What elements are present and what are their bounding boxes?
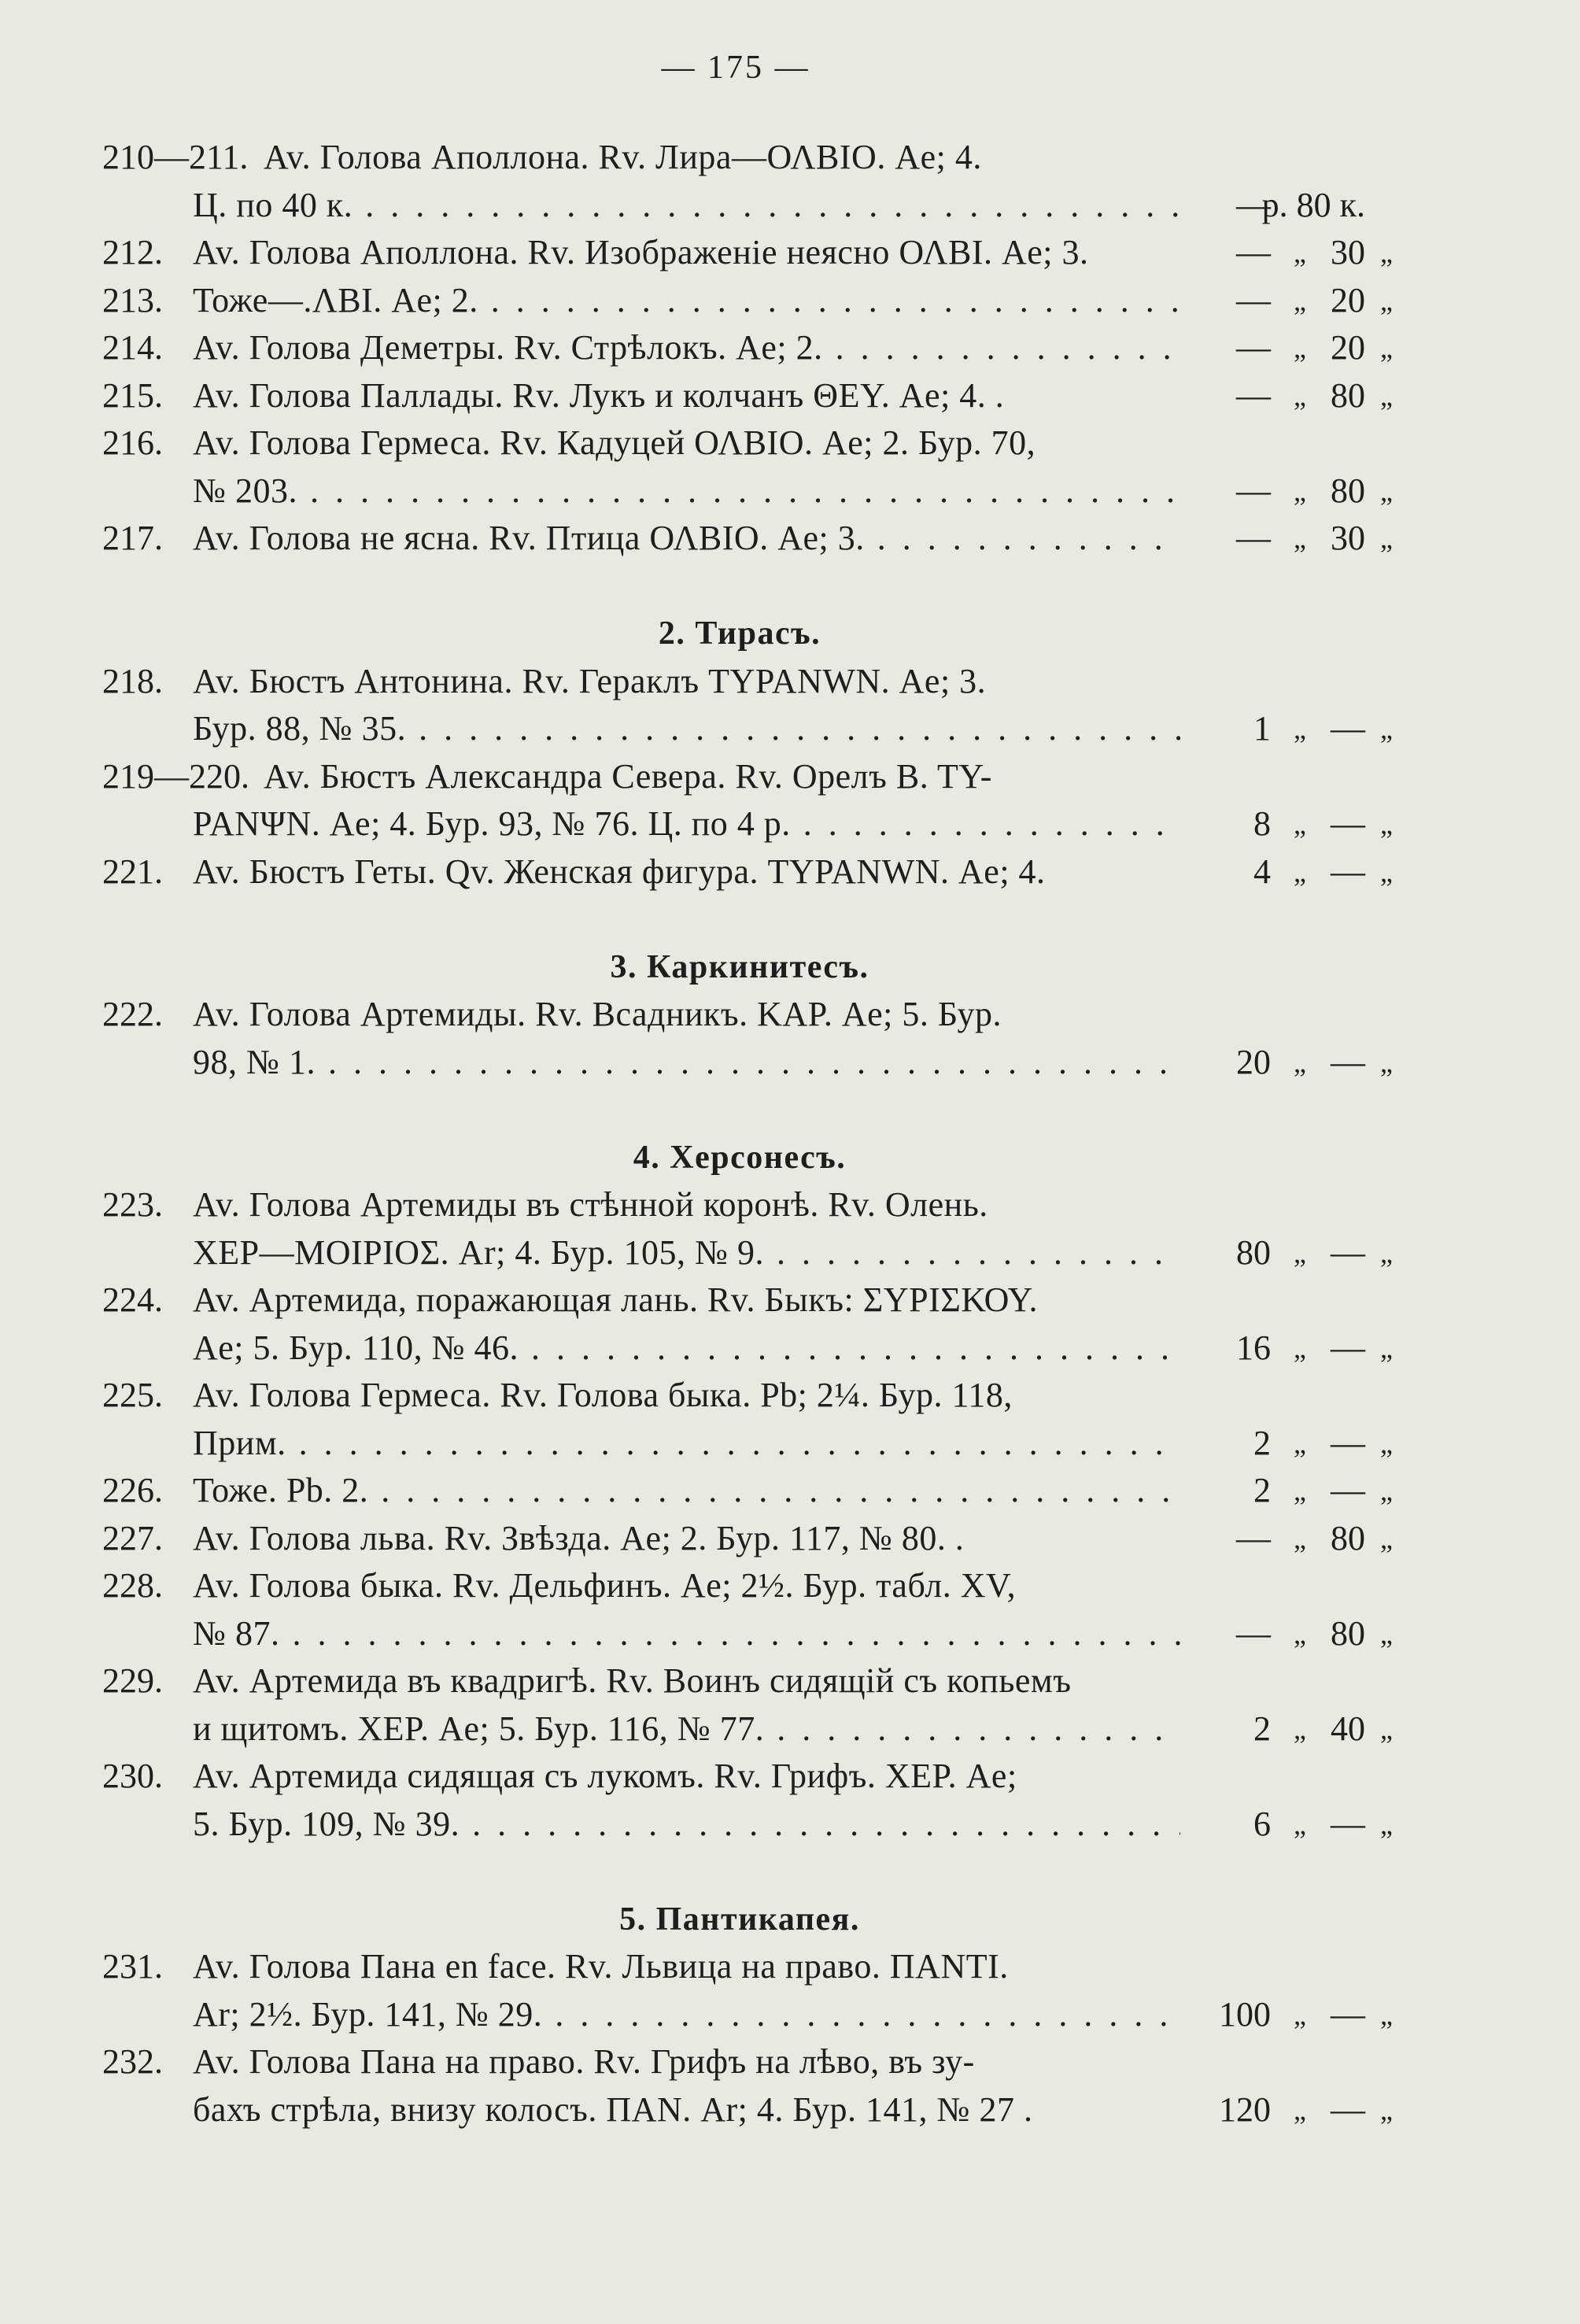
entry-text: Av. Голова Гермеса. Rv. Голова быка. Pb; 2¼. Бур. 118,: [193, 1376, 1013, 1414]
catalogue-line: [102, 1467, 1393, 1515]
entry-text: Av. Голова Пана на право. Rv. Грифъ на лѣво, въ зу-: [193, 2042, 975, 2081]
catalogue-line: [102, 705, 1393, 753]
entry-number: 228.: [102, 1566, 163, 1605]
price-part: 80: [1236, 1232, 1271, 1272]
price-part: 4: [1253, 852, 1271, 891]
price-part: —: [1331, 1994, 1365, 2034]
catalogue-line: [102, 991, 1377, 1039]
entry-text: Av. Артемида въ квадригѣ. Rv. Воинъ сидящій съ копьемъ: [193, 1661, 1072, 1700]
price-part: „: [1294, 1808, 1306, 1840]
price-part: —: [1236, 280, 1271, 320]
catalogue-line: [102, 1229, 1393, 1277]
entry-price: [1180, 1325, 1393, 1373]
price-part: „: [1294, 855, 1306, 888]
price-part: „: [1294, 237, 1306, 268]
catalogue-line: [102, 1753, 1377, 1801]
entry-number: 210—211.: [102, 138, 249, 176]
entry-number: 230.: [102, 1757, 163, 1795]
price-part: 120: [1219, 2089, 1271, 2129]
entry-text: Тоже—.ΛΒΙ. Ae; 2. . . .: [193, 277, 1180, 325]
entry-number: 219—220.: [102, 756, 249, 796]
entry-text: Av. Бюстъ Антонина. Rv. Гераклъ ΤΥΡΑΝWΝ. Ae; 3.: [193, 661, 987, 700]
price-part: —: [1236, 375, 1271, 415]
entry-price: [1180, 1801, 1393, 1849]
catalogue-line: [102, 1943, 1377, 1991]
price-part: 8: [1253, 804, 1271, 843]
entry-price: [1180, 1610, 1393, 1658]
price-part: 80: [1331, 471, 1365, 510]
entry-price: [1180, 1039, 1393, 1087]
catalogue-line: [102, 419, 1377, 467]
catalogue-line: [102, 753, 1377, 801]
entry-text: Прим. . . .: [193, 1420, 1180, 1468]
entry-number: 223.: [102, 1185, 163, 1224]
section-spacer: [102, 896, 1377, 944]
price-part: —: [1236, 1613, 1271, 1653]
price-part: 1: [1253, 709, 1271, 748]
entry-price: [1180, 1705, 1393, 1753]
price-part: „: [1294, 808, 1306, 840]
entry-text: ΡΑΝΨΝ. Ae; 4. Бур. 93, № 76. Ц. по 4 р. . . .: [193, 800, 1180, 848]
catalogue-line: [102, 1801, 1393, 1849]
price-part: „: [1380, 713, 1393, 744]
price-part: „: [1294, 284, 1306, 316]
entry-price: [1180, 277, 1393, 325]
section-heading: 2. Тирасъ.: [658, 615, 821, 652]
entry-price: [1180, 229, 1393, 277]
price-part: 16: [1236, 1328, 1271, 1367]
section-heading: 3. Каркинитесъ.: [610, 948, 869, 985]
price-part: „: [1380, 1332, 1393, 1364]
price-part: —: [1331, 804, 1365, 843]
price-part: —: [1331, 852, 1365, 891]
entry-text: № 87. . . .: [193, 1610, 1180, 1658]
entry-number: 216.: [102, 423, 163, 462]
price-part: „: [1380, 1475, 1393, 1506]
entry-text: Av. Голова Пана en face. Rv. Львица на право. ΠΑΝΤΙ.: [193, 1947, 1009, 1986]
price-part: „: [1380, 2093, 1393, 2126]
entry-price: [1180, 1229, 1393, 1277]
price-part: „: [1294, 523, 1306, 554]
price-part: „: [1380, 379, 1393, 412]
entry-text: ΧΕΡ—ΜΟΙΡΙΟΣ. Ar; 4. Бур. 105, № 9. . . .: [193, 1229, 1180, 1277]
price-part: „: [1294, 379, 1306, 412]
entry-text: Бур. 88, № 35. . . .: [193, 705, 1180, 753]
price-part: „: [1380, 284, 1393, 316]
entry-number: 213.: [102, 280, 163, 320]
catalogue-line: [102, 848, 1393, 896]
price-part: —: [1236, 519, 1271, 557]
entry-number: 221.: [102, 852, 163, 891]
entry-number: 224.: [102, 1280, 163, 1319]
price-part: 20: [1331, 328, 1365, 367]
catalogue-line: [102, 324, 1393, 372]
price-part: „: [1294, 1427, 1306, 1459]
price-part: —: [1236, 185, 1271, 224]
section-heading: 4. Херсонесъ.: [633, 1139, 847, 1176]
price-part: 2: [1253, 1471, 1271, 1509]
catalogue-line: [102, 515, 1393, 563]
entry-text: Av. Голова Деметры. Rv. Стрѣлокъ. Ae; 2. . . .: [193, 324, 1180, 372]
section-spacer: [102, 1086, 1377, 1134]
price-part: „: [1294, 1998, 1306, 2030]
catalogue-line: [102, 1657, 1377, 1705]
price-part: 20: [1236, 1042, 1271, 1081]
entry-price: [1180, 2086, 1393, 2134]
entry-text: Av. Голова не ясна. Rv. Птица ΟΛΒΙΟ. Ae; 3. . . .: [193, 515, 1180, 563]
entry-text: Ae; 5. Бур. 110, № 46. . . .: [193, 1325, 1180, 1373]
catalogue-line: [102, 372, 1393, 420]
entry-price: [1180, 848, 1393, 896]
price-part: —: [1236, 233, 1271, 272]
price-part: „: [1294, 1046, 1306, 1078]
price-part: 2: [1253, 1423, 1271, 1462]
catalogue-line: [102, 467, 1393, 515]
entry-text: Av. Голова Паллады. Rv. Лукъ и колчанъ ΘΕΥ. Ae; 4. .: [193, 375, 1005, 415]
price-part: „: [1380, 1617, 1393, 1650]
page-number: — 175 —: [661, 50, 810, 86]
entry-price: [1180, 182, 1393, 230]
price-part: „: [1380, 332, 1393, 364]
catalogue-line: [102, 800, 1393, 848]
price-part: 30: [1331, 519, 1365, 557]
entry-price: [1180, 372, 1393, 420]
entry-text: Av. Бюстъ Александра Севера. Rv. Орелъ Β. ΤΥ-: [264, 756, 992, 796]
price-part: „: [1380, 237, 1393, 268]
coin-catalogue: [102, 134, 1393, 2134]
entry-number: 232.: [102, 2042, 163, 2081]
entry-price: [1180, 515, 1393, 563]
price-part: —: [1331, 1804, 1365, 1843]
price-part: „: [1380, 1713, 1393, 1745]
catalogue-line: [102, 182, 1377, 230]
entry-text: Av. Голова льва. Rv. Звѣзда. Ae; 2. Бур. 117, № 80. .: [193, 1518, 965, 1557]
entry-price: [1180, 324, 1393, 372]
catalogue-line: [102, 658, 1377, 706]
catalogue-line: [102, 1562, 1377, 1610]
price-part: „: [1380, 1808, 1393, 1840]
entry-text: бахъ стрѣла, внизу колосъ. ΠΑΝ. Ar; 4. Бур. 141, № 27 .: [193, 2089, 1033, 2129]
entry-text: Av. Голова Аполлона. Rv. Изображеніе неясно ΟΛΒΙ. Ae; 3.: [193, 233, 1089, 272]
entry-text: Av. Бюстъ Геты. Qv. Женская фигура. ΤΥΡΑΝWΝ. Ae; 4.: [193, 852, 1046, 891]
price-part: „: [1380, 1427, 1393, 1459]
entry-price: [1180, 467, 1393, 515]
catalogue-line: [102, 1420, 1393, 1468]
price-part: —: [1331, 1471, 1365, 1509]
catalogue-line: [102, 2086, 1393, 2134]
entry-text: Av. Голова Гермеса. Rv. Кадуцей ΟΛΒΙΟ. Ae; 2. Бур. 70,: [193, 423, 1036, 462]
entry-text: и щитомъ. ΧΕΡ. Ae; 5. Бур. 116, № 77. . . .: [193, 1705, 1180, 1753]
entry-price: [1180, 1991, 1393, 2039]
entry-number: 218.: [102, 661, 163, 700]
entry-number: 212.: [102, 233, 163, 272]
price-part: 6: [1253, 1804, 1271, 1843]
section-heading: 5. Пантикапея.: [619, 1901, 860, 1938]
entry-number: 217.: [102, 519, 163, 557]
entry-number: 227.: [102, 1518, 163, 1557]
catalogue-line: [102, 1325, 1393, 1373]
entry-number: 214.: [102, 328, 163, 367]
price-part: „: [1294, 713, 1306, 744]
entry-text: Av. Артемида сидящая съ лукомъ. Rv. Грифъ. ΧΕΡ. Ae;: [193, 1757, 1017, 1795]
entry-text: 98, № 1. . . .: [193, 1039, 1180, 1087]
price-part: —: [1331, 2089, 1365, 2129]
price-part: „: [1380, 1998, 1393, 2030]
price-part: „: [1380, 1236, 1393, 1269]
price-part: „: [1380, 855, 1393, 888]
catalogue-line: [102, 1039, 1393, 1087]
price-part: „: [1294, 1713, 1306, 1745]
catalogue-line: [102, 2038, 1377, 2086]
catalogue-line: [102, 1515, 1393, 1563]
price-part: 30: [1331, 233, 1365, 272]
price-part: 80: [1331, 1613, 1365, 1653]
entry-text: 5. Бур. 109, № 39. . . .: [193, 1801, 1180, 1849]
price-part: „: [1294, 2093, 1306, 2126]
section-spacer: [102, 1848, 1377, 1896]
catalogue-line: [102, 1705, 1393, 1753]
entry-price: [1180, 705, 1393, 753]
entry-price: [1180, 800, 1393, 848]
price-part: —: [1331, 1328, 1365, 1367]
catalogue-line: [102, 134, 1377, 182]
catalogue-line: [102, 229, 1393, 277]
price-part: —: [1331, 1042, 1365, 1081]
entry-price: [1180, 1467, 1393, 1515]
entry-number: 215.: [102, 375, 163, 415]
entry-text: Ц. по 40 к. . . .: [193, 182, 1180, 230]
price-part: „: [1294, 1236, 1306, 1269]
entry-price: [1180, 1515, 1393, 1563]
price-part: —: [1236, 471, 1271, 510]
price-part: „: [1294, 475, 1306, 507]
catalogue-line: [102, 1610, 1393, 1658]
price-part: 80: [1331, 1518, 1365, 1557]
price-part: р. 80 к.: [1261, 185, 1365, 224]
price-part: —: [1236, 328, 1271, 367]
price-part: „: [1294, 1332, 1306, 1364]
price-part: „: [1380, 1046, 1393, 1078]
price-part: „: [1294, 1522, 1306, 1554]
entry-number: 229.: [102, 1661, 163, 1700]
price-part: 80: [1331, 375, 1365, 415]
price-part: „: [1294, 1617, 1306, 1650]
entry-text: Av. Голова Аполлона. Rv. Лира—ΟΛΒΙΟ. Ae; 4.: [264, 138, 982, 176]
price-part: „: [1380, 523, 1393, 554]
entry-price: [1180, 1420, 1393, 1468]
price-part: —: [1331, 1423, 1365, 1462]
entry-number: 231.: [102, 1947, 163, 1986]
catalogue-line: [102, 1181, 1377, 1229]
price-part: 2: [1253, 1709, 1271, 1748]
entry-text: Ar; 2½. Бур. 141, № 29. . . .: [193, 1991, 1180, 2039]
catalogue-line: [102, 1991, 1393, 2039]
entry-text: Av. Голова Артемиды въ стѣнной коронѣ. Rv. Олень.: [193, 1185, 988, 1224]
section-spacer: [102, 563, 1377, 611]
price-part: —: [1331, 709, 1365, 748]
entry-text: Av. Артемида, поражающая лань. Rv. Быкъ: ΣΥΡΙΣΚΟΥ.: [193, 1280, 1038, 1319]
entry-number: 225.: [102, 1376, 163, 1414]
entry-text: № 203. . . .: [193, 467, 1180, 515]
price-part: 20: [1331, 280, 1365, 320]
price-part: „: [1380, 475, 1393, 507]
entry-number: 222.: [102, 995, 163, 1033]
entry-text: Av. Голова Артемиды. Rv. Всадникъ. ΚΑΡ. Ae; 5. Бур.: [193, 995, 1002, 1033]
catalogue-line: [102, 277, 1393, 325]
entry-number: 226.: [102, 1471, 163, 1509]
entry-text: Тоже. Pb. 2. . . .: [193, 1467, 1180, 1515]
price-part: —: [1236, 1518, 1271, 1557]
catalogue-line: [102, 1372, 1377, 1420]
price-part: „: [1380, 1522, 1393, 1554]
price-part: 100: [1219, 1994, 1271, 2034]
catalogue-line: [102, 1277, 1377, 1325]
price-part: „: [1294, 332, 1306, 364]
price-part: „: [1380, 808, 1393, 840]
entry-text: Av. Голова быка. Rv. Дельфинъ. Ae; 2½. Бур. табл. XV,: [193, 1566, 1017, 1605]
price-part: 40: [1331, 1709, 1365, 1748]
price-part: —: [1331, 1232, 1365, 1272]
price-part: „: [1294, 1475, 1306, 1506]
